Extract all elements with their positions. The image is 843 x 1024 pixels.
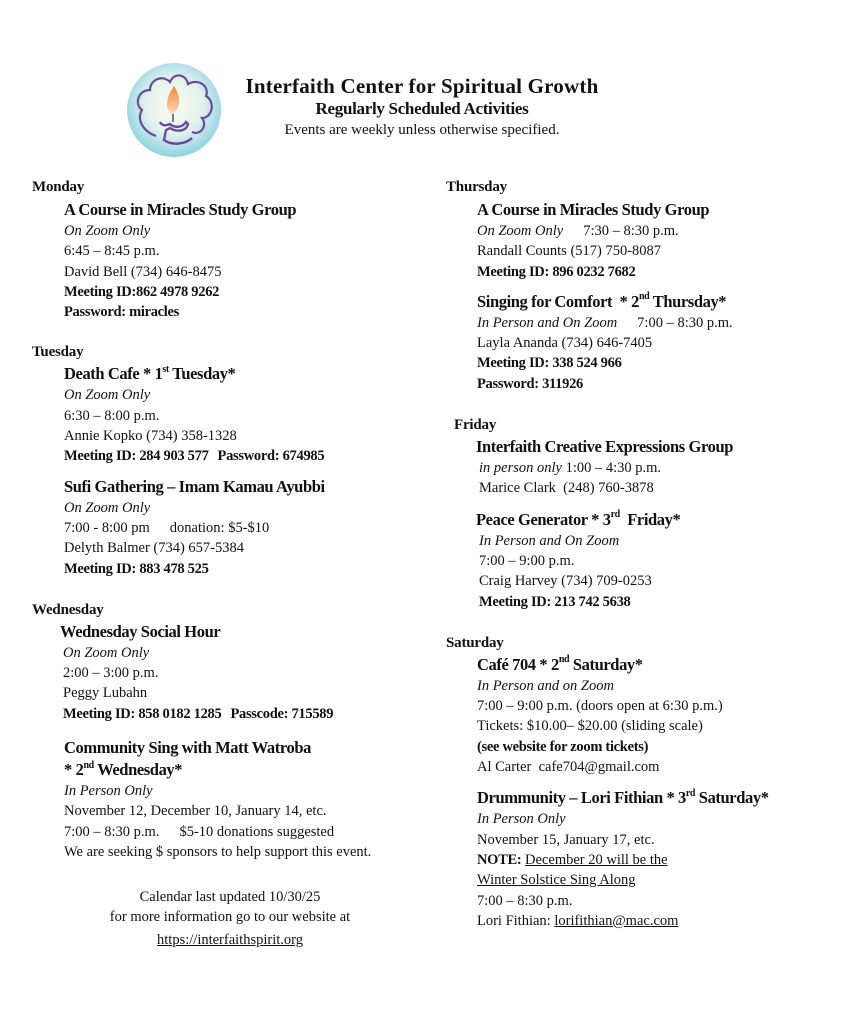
event-item	[60, 621, 432, 724]
event-item	[476, 436, 836, 499]
event-item	[64, 199, 432, 322]
page-header	[242, 74, 602, 140]
meeting-id: Meeting ID: 284 903 577	[64, 448, 209, 465]
event-time-donation	[64, 822, 432, 842]
event-mode-time	[479, 458, 836, 478]
event-mode: On Zoom Only	[63, 644, 150, 661]
meeting-id: Meeting ID: 858 0182 1285	[63, 705, 222, 722]
website-link[interactable]: https://interfaithspirit.org	[157, 932, 303, 948]
day-section-tuesday	[32, 343, 432, 578]
event-item	[477, 291, 836, 394]
event-time: 7:30 – 8:30 p.m.	[583, 223, 679, 239]
last-updated: Calendar last updated 10/30/25	[139, 889, 321, 905]
meeting-passcode: Passcode: 715589	[230, 705, 334, 722]
day-heading: Wednesday	[32, 601, 104, 618]
day-heading: Friday	[454, 417, 497, 434]
event-title: A Course in Miracles Study Group	[477, 200, 710, 219]
event-item	[64, 737, 432, 862]
meeting-id: Meeting ID: 338 524 966	[477, 355, 622, 372]
note-text: December 20 will be the	[525, 851, 668, 868]
event-mode-time	[477, 313, 836, 333]
event-mode: In Person and on Zoom	[477, 677, 614, 694]
event-contact: Annie Kopko (734) 358-1328	[64, 428, 237, 445]
day-section-friday	[454, 416, 836, 612]
event-mode: In Person Only	[64, 783, 153, 800]
event-title-text: Saturday*	[569, 654, 643, 674]
contact-label: Lori Fithian:	[477, 912, 555, 929]
contact-email-link[interactable]: lorifithian@mac.com	[554, 912, 679, 929]
event-time: 7:00 – 9:00 p.m. (doors open at 6:30 p.m.)	[477, 698, 723, 715]
event-item	[477, 787, 836, 931]
left-column	[32, 178, 432, 862]
meeting-id: Meeting ID: 883 478 525	[64, 560, 209, 577]
event-note	[477, 850, 836, 870]
event-item	[477, 654, 836, 777]
event-schedule	[64, 759, 432, 781]
day-section-thursday	[446, 178, 836, 394]
event-schedule-text: Wednesday*	[93, 760, 183, 780]
event-contact: Craig Harvey (734) 709-0253	[479, 573, 652, 590]
event-schedule-text: * 2	[64, 760, 84, 780]
event-title: Community Sing with Matt Watroba	[64, 738, 311, 758]
event-donation: donation: $5-$10	[169, 519, 270, 536]
event-tickets: Tickets: $10.00– $20.00 (sliding scale)	[477, 718, 703, 735]
event-title	[477, 654, 836, 676]
organization-name: Interfaith Center for Spiritual Growth	[245, 74, 599, 98]
note-label: NOTE:	[477, 851, 522, 868]
event-time: 7:00 – 8:30 p.m.	[637, 314, 733, 331]
ordinal-suffix: rd	[685, 787, 696, 799]
ordinal-suffix: nd	[83, 759, 94, 771]
event-mode: In Person and On Zoom	[477, 314, 618, 331]
meeting-id: Meeting ID: 896 0232 7682	[477, 263, 636, 280]
event-contact: Delyth Balmer (734) 657-5384	[64, 540, 245, 557]
meeting-password: Password: 674985	[217, 448, 325, 465]
event-title-text: Tuesday*	[168, 364, 236, 384]
event-time: 7:00 – 8:30 p.m.	[477, 892, 573, 909]
event-contact: Layla Ananda (734) 646-7405	[477, 335, 653, 352]
meeting-credentials	[63, 704, 432, 724]
event-title	[477, 787, 836, 809]
day-heading: Saturday	[446, 634, 504, 651]
header-note: Events are weekly unless otherwise specified.	[284, 122, 560, 138]
event-contact	[477, 911, 836, 931]
event-contact: Randall Counts (517) 750-8087	[477, 243, 662, 260]
event-item	[476, 509, 836, 612]
event-title: Interfaith Creative Expressions Group	[476, 437, 733, 457]
event-title: Sufi Gathering – Imam Kamau Ayubbi	[64, 476, 325, 496]
event-contact: Peggy Lubahn	[63, 685, 148, 702]
event-title-text: Thursday*	[649, 291, 727, 311]
more-info-text: for more information go to our website at	[109, 909, 351, 925]
event-time: 2:00 – 3:00 p.m.	[63, 665, 159, 682]
day-heading: Monday	[32, 179, 85, 195]
flame-lotus-icon	[126, 62, 222, 158]
event-time: 7:00 – 9:00 p.m.	[479, 552, 575, 569]
event-mode: On Zoom Only	[64, 223, 151, 239]
event-title-text: Singing for Comfort * 2	[477, 291, 639, 311]
event-title: A Course in Miracles Study Group	[64, 200, 297, 219]
event-mode: in person only	[479, 460, 562, 477]
day-heading: Thursday	[446, 179, 507, 195]
event-time: 6:45 – 8:45 p.m.	[64, 243, 160, 260]
page-footer	[60, 887, 400, 950]
event-title-text: Death Cafe * 1	[64, 364, 163, 384]
ordinal-suffix: st	[162, 363, 169, 375]
event-mode: On Zoom Only	[64, 499, 151, 516]
event-item	[64, 363, 432, 466]
event-mode-time	[477, 221, 836, 241]
day-section-wednesday	[32, 601, 432, 862]
event-title	[476, 509, 836, 531]
ordinal-suffix: rd	[610, 509, 620, 521]
sponsor-note: We are seeking $ sponsors to help support this event.	[64, 843, 372, 860]
event-title: Wednesday Social Hour	[60, 621, 221, 641]
event-dates: November 12, December 10, January 14, etc.	[64, 803, 327, 820]
event-mode: In Person Only	[477, 811, 566, 828]
event-title-text: Saturday*	[695, 788, 769, 808]
event-mode: In Person and On Zoom	[479, 532, 620, 549]
event-contact: David Bell (734) 646-8475	[64, 263, 222, 280]
zoom-tickets-note: (see website for zoom tickets)	[477, 738, 649, 755]
event-title	[477, 291, 836, 313]
event-title-text: Friday*	[619, 509, 681, 529]
note-text: Winter Solstice Sing Along	[477, 872, 636, 889]
day-section-monday	[32, 178, 432, 322]
event-time: 1:00 – 4:30 p.m.	[565, 460, 662, 477]
ordinal-suffix: nd	[558, 654, 570, 666]
meeting-password: Password: 311926	[477, 375, 583, 392]
event-time: 6:30 – 8:00 p.m.	[64, 407, 160, 424]
meeting-id: Meeting ID:862 4978 9262	[64, 283, 220, 300]
event-contact: Al Carter cafe704@gmail.com	[477, 759, 660, 776]
ordinal-suffix: nd	[638, 291, 650, 303]
meeting-id: Meeting ID: 213 742 5638	[479, 593, 631, 610]
event-time: 7:00 – 8:30 p.m.	[64, 823, 160, 840]
day-section-saturday	[446, 634, 836, 931]
event-title-text: Drummunity – Lori Fithian * 3	[477, 788, 686, 808]
meeting-credentials	[64, 446, 432, 466]
event-contact: Marice Clark (248) 760-3878	[479, 480, 654, 497]
event-mode: On Zoom Only	[477, 223, 564, 239]
event-item	[64, 476, 432, 579]
event-title	[64, 363, 432, 385]
meeting-password: Password: miracles	[64, 304, 180, 321]
event-time-donation	[64, 518, 432, 538]
event-title-text: Café 704 * 2	[477, 654, 559, 674]
event-mode: On Zoom Only	[64, 387, 151, 404]
event-donation: $5-10 donations suggested	[179, 823, 335, 840]
page-subtitle: Regularly Scheduled Activities	[315, 99, 529, 118]
day-heading: Tuesday	[32, 344, 84, 361]
event-dates: November 15, January 17, etc.	[477, 831, 655, 848]
right-column	[446, 178, 836, 931]
event-item	[477, 199, 836, 282]
event-title-text: Peace Generator * 3	[476, 509, 611, 529]
event-time: 7:00 - 8:00 pm	[64, 519, 150, 536]
interfaith-logo	[126, 62, 222, 158]
